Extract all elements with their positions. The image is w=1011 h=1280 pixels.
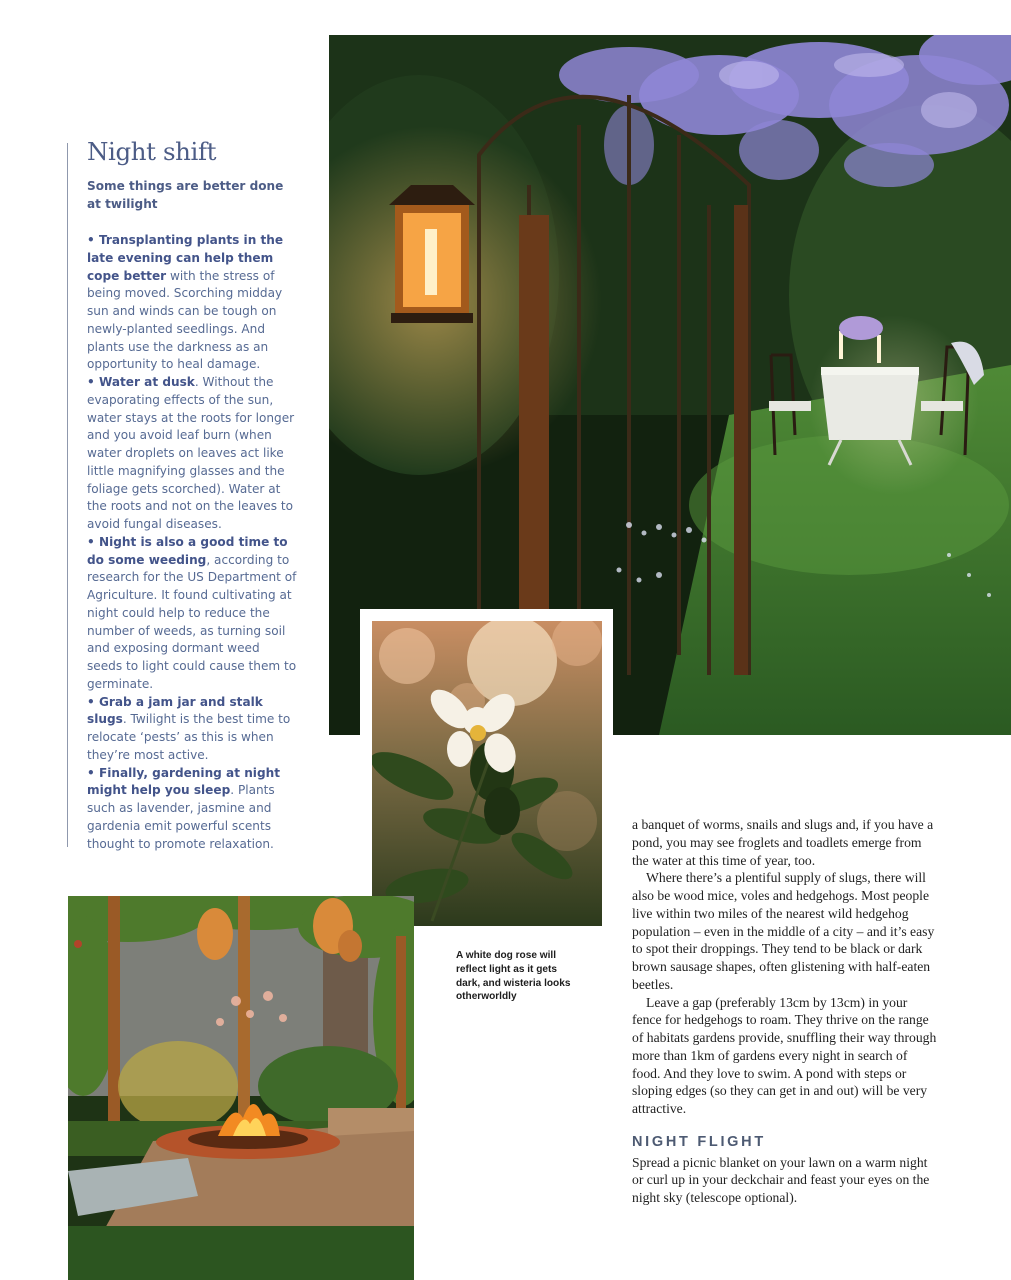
tip-item [87, 374, 297, 534]
sidebar-tips [87, 232, 297, 853]
tip-lead: Night is also a good time to do some weeding [87, 534, 288, 567]
tip-bullet: • [87, 765, 95, 780]
article-body [632, 816, 938, 1207]
tip-text: . Without the evaporating effects of the sun, water stays at the roots for longer and you avoid leaf burn (when water droplets on leaves act like little magnifying glasses and the foliage gets scorched). Water at the roots and not on the leaves to avoid fungal diseases. [87, 375, 295, 531]
tip-text: with the stress of being moved. Scorching midday sun and winds can be tough on newly-planted seedlings. And plants use the darkness as an opportunity to heal damage. [87, 268, 283, 372]
tip-lead: Water at dusk [98, 375, 195, 389]
tip-text: , according to research for the US Department of Agriculture. It found cultivating at night could help to reduce the number of weeds, as turning soil and exposing dormant weed seeds to light could cause them to germinate. [87, 552, 297, 691]
tip-bullet: • [87, 534, 95, 549]
article-paragraph: Leave a gap (preferably 13cm by 13cm) in your fence for hedgehogs to roam. They thrive on the range of habitats gardens provide, snuffling their way through more than 1km of gardens every night in search of food. And they love to swim. A pond with steps or sloping edges (so they can get in and out) will be very attractive. [632, 994, 937, 1116]
sidebar-divider [67, 143, 68, 847]
tip-item [87, 765, 297, 854]
night-shift-sidebar [87, 137, 297, 853]
tip-lead: Finally, gardening at night might help you sleep [87, 765, 280, 798]
article-paragraph: Spread a picnic blanket on your lawn on a warm night or curl up in your deckchair and feast your eyes on the night sky (telescope optional). [632, 1154, 930, 1205]
sidebar-title: Night shift [87, 137, 217, 166]
tip-bullet: • [87, 694, 95, 709]
sidebar-standfirst: Some things are better done at twilight [87, 179, 284, 211]
fire-pit-garden-photo [68, 896, 414, 1280]
tip-item [87, 694, 297, 765]
photo-caption: A white dog rose will reflect light as it gets dark, and wisteria looks otherworldly [456, 950, 571, 1003]
tip-text: . Plants such as lavender, jasmine and gardenia emit powerful scents thought to promote relaxation. [87, 783, 275, 851]
tip-bullet: • [87, 233, 95, 247]
tip-lead: Grab a jam jar and stalk slugs [87, 694, 263, 727]
tip-bullet: • [87, 375, 95, 389]
dog-rose-photo [372, 621, 602, 926]
article-paragraph: Where there’s a plentiful supply of slugs, there will also be wood mice, voles and hedgehogs. Most people live within two miles of the nearest wild hedgehog population – even in the middle of a city – and it’s easy to spot their droppings. They tend to be black or dark brown sausage shapes, often glistening with half-eaten beetles. [632, 870, 935, 992]
tip-item [87, 534, 297, 694]
tip-lead: Transplanting plants in the late evening can help them cope better [87, 233, 284, 283]
section-subhead: NIGHT FLIGHT [632, 1133, 766, 1150]
tip-text: . Twilight is the best time to relocate ‘pests’ as this is when they’re most active. [87, 712, 291, 762]
tip-item [87, 232, 297, 374]
article-paragraph: a banquet of worms, snails and slugs and, if you have a pond, you may see froglets and toadlets emerge from the water at this time of year, too. [632, 817, 934, 868]
